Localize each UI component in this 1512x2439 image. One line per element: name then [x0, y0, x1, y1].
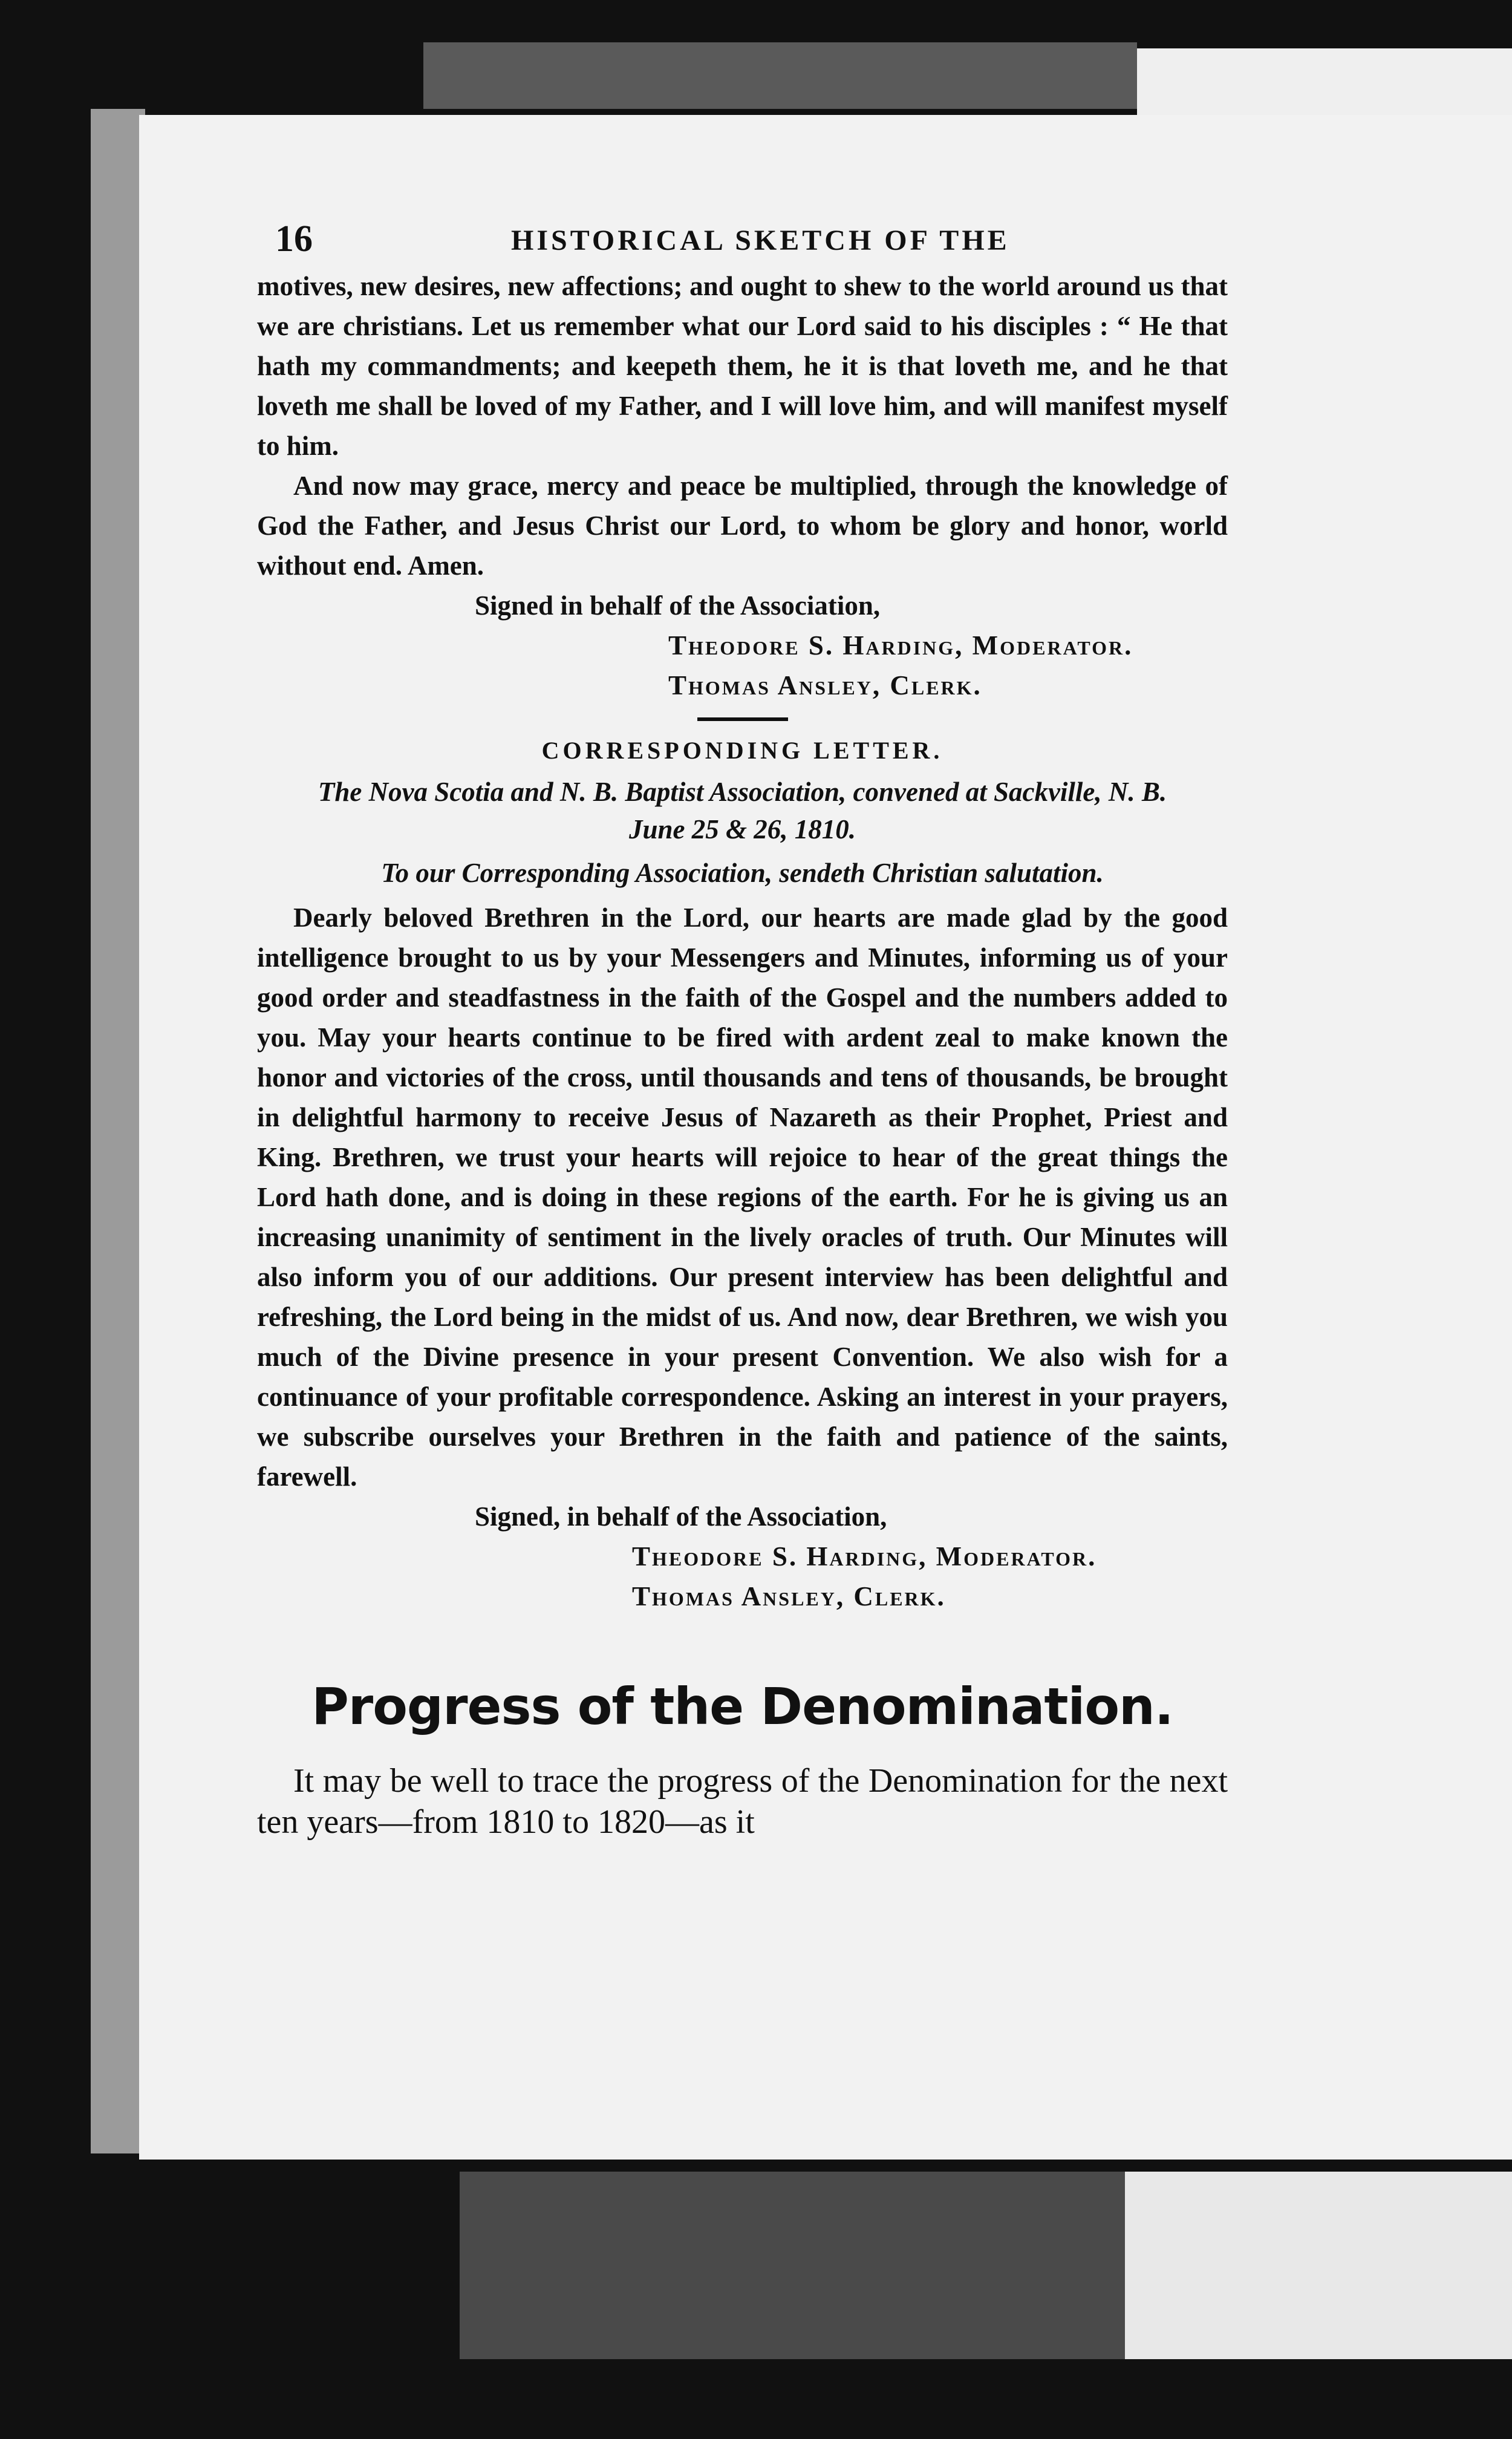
scan-background-bottom [460, 2172, 1125, 2359]
section-title: Progress of the Denomination. [311, 1677, 1173, 1736]
signature-moderator: Theodore S. Harding, Moderator. [668, 630, 1133, 661]
running-header [257, 218, 1228, 266]
letter-heading-line-1: The Nova Scotia and N. B. Baptist Association, convened at Sackville, N. B. [318, 777, 1167, 807]
signature-intro-2: Signed, in behalf of the Association, [475, 1501, 887, 1532]
signature-clerk-2: Thomas Ansley, Clerk. [632, 1581, 946, 1611]
scan-background-bottom-right [1125, 2172, 1512, 2359]
section-paragraph: It may be well to trace the progress of the Denomination for the next ten years—from 1810 to 1820—as it [257, 1762, 1228, 1841]
book-spine-edge [91, 109, 145, 2153]
letter-body: Dearly beloved Brethren in the Lord, our hearts are made glad by the good intelligence brought to us by your Messengers and Minutes, informing us of your good order and steadfastness in the faith of the Gospel and the numbers added to you. May your hearts continue to be fired with ardent zeal to make known the honor and victories of the cross, until thousands and tens of thousands, be brought in delightful harmony to receive Jesus of Nazareth as their Prophet, Priest and King. Brethren, we trust your hearts will rejoice to hear of the great things the Lord hath done, and is doing in these regions of the earth. For he is giving us an increasing unanimity of sentiment in the lively oracles of truth. Our Minutes will also inform you of our additions. Our present interview has been delightful and refreshing, the Lord being in the midst of us. And now, dear Brethren, we wish you much of the Divine presence in your present Convention. We also wish for a continuance of your profitable correspondence. Asking an interest in your prayers, we subscribe ourselves your Brethren in the faith and patience of the saints, farewell. [257, 903, 1228, 1492]
letter-salutation: To our Corresponding Association, sendeth Christian salutation. [381, 858, 1104, 888]
section-divider [697, 717, 788, 721]
paragraph-2: And now may grace, mercy and peace be multiplied, through the knowledge of God the Father, and Jesus Christ our Lord, to whom be glory and honor, world without end. Amen. [257, 471, 1228, 581]
page-content [257, 218, 1228, 1843]
signature-clerk: Thomas Ansley, Clerk. [668, 670, 982, 700]
letter-heading-line-2: June 25 & 26, 1810. [628, 814, 856, 844]
running-title: HISTORICAL SKETCH OF THE [511, 224, 1010, 256]
scan-background-top-right [1137, 48, 1512, 115]
paragraph-1: motives, new desires, new affections; and ought to shew to the world around us that we are christians. Let us remember what our Lord said to his disciples : “ He that hath my commandments; and keepeth them, he it is that loveth me, and he that loveth me shall be loved of my Father, and I will love him, and will manifest myself to him. [257, 271, 1228, 461]
letter-title: CORRESPONDING LETTER. [541, 737, 943, 764]
signature-moderator-2: Theodore S. Harding, Moderator. [632, 1541, 1097, 1572]
signature-intro: Signed in behalf of the Association, [475, 590, 881, 621]
page-number: 16 [275, 218, 313, 260]
scan-background-top [423, 42, 1137, 109]
